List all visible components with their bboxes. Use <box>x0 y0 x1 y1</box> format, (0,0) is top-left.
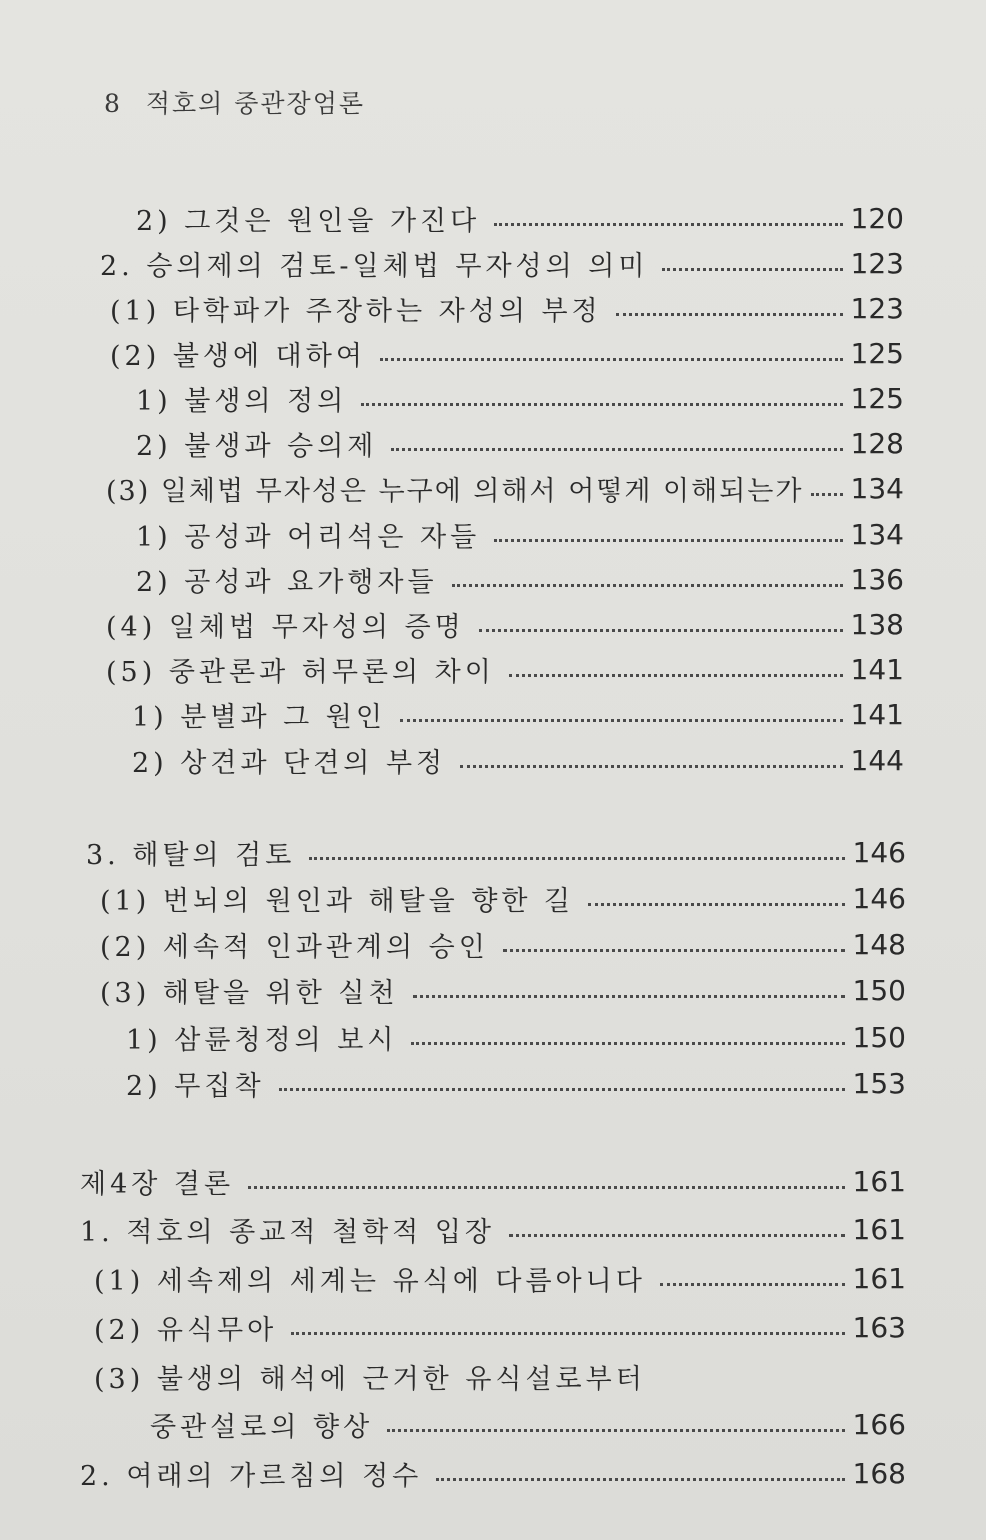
toc-entry-page: 163 <box>852 1310 906 1344</box>
toc-entry-title: 2) 불생과 승의제 <box>136 430 378 462</box>
dot-leader <box>662 268 842 271</box>
toc-entry-page: 146 <box>852 881 906 915</box>
toc-entry-page: 141 <box>850 652 904 686</box>
toc-entry-page: 150 <box>852 973 906 1007</box>
toc-entry-title: 2. 여래의 가르침의 정수 <box>80 1460 423 1492</box>
dot-leader <box>411 1042 844 1045</box>
toc-chapter-entry[interactable] <box>80 1161 906 1201</box>
toc-entry[interactable] <box>132 694 904 734</box>
dot-leader <box>509 674 843 677</box>
toc-entry-title: 제4장 결론 <box>80 1168 235 1200</box>
toc-entry-title: (3) 불생의 해석에 근거한 유식설로부터 <box>94 1363 646 1395</box>
toc-entry-page: 148 <box>852 927 906 961</box>
toc-entry[interactable] <box>126 1063 906 1103</box>
toc-entry-page: 166 <box>852 1407 906 1441</box>
dot-leader <box>309 857 844 860</box>
dot-leader <box>494 539 842 542</box>
toc-entry-title: 2. 승의제의 검토-일체법 무자성의 의미 <box>100 250 649 282</box>
dot-leader <box>436 1478 844 1481</box>
toc-entry-page: 120 <box>850 201 904 235</box>
toc-entry-page: 136 <box>850 562 904 596</box>
toc-entry-title: 1. 적호의 종교적 철학적 입장 <box>80 1216 495 1248</box>
toc-entry-title: (4) 일체법 무자성의 증명 <box>106 611 465 643</box>
dot-leader <box>400 719 843 722</box>
dot-leader <box>811 493 842 496</box>
toc-entry[interactable] <box>94 1307 906 1347</box>
toc-entry-title: (1) 세속제의 세계는 유식에 다름아니다 <box>94 1265 646 1297</box>
toc-entry-title: 1) 삼륜청정의 보시 <box>126 1024 398 1056</box>
toc-entry-title: (5) 중관론과 허무론의 차이 <box>106 656 495 688</box>
toc-entry-title: (3) 해탈을 위한 실천 <box>100 977 399 1009</box>
toc-entry-page: 161 <box>852 1212 906 1246</box>
dot-leader <box>248 1186 844 1189</box>
toc-entry[interactable] <box>100 924 906 964</box>
dot-leader <box>361 403 842 406</box>
toc-entry-title: (2) 세속적 인과관계의 승인 <box>100 931 489 963</box>
toc-entry-page: 150 <box>852 1020 906 1054</box>
toc-entry-title: 1) 공성과 어리석은 자들 <box>136 521 481 553</box>
dot-leader <box>503 949 845 952</box>
toc-entry[interactable] <box>136 514 904 554</box>
toc-entry-page: 153 <box>852 1066 906 1100</box>
toc-entry[interactable] <box>110 288 904 328</box>
toc-entry-page: 134 <box>850 517 904 551</box>
toc-entry[interactable] <box>126 1017 906 1057</box>
toc-entry-page: 161 <box>852 1164 906 1198</box>
toc-entry-title: (2) 유식무아 <box>94 1314 278 1346</box>
dot-leader <box>380 358 843 361</box>
dot-leader <box>387 1429 844 1432</box>
toc-entry-page: 138 <box>850 607 904 641</box>
toc-entry[interactable] <box>110 333 904 373</box>
toc-entry[interactable] <box>136 198 904 238</box>
toc-entry-page: 134 <box>850 471 904 505</box>
toc-entry[interactable] <box>106 649 904 689</box>
dot-leader <box>279 1088 845 1091</box>
toc-entry-page: 123 <box>850 246 904 280</box>
toc-entry-page: 144 <box>850 743 904 777</box>
toc-entry-title: 1) 분별과 그 원인 <box>132 701 386 733</box>
toc-entry[interactable] <box>80 1453 906 1493</box>
dot-leader <box>460 765 842 768</box>
dot-leader <box>291 1332 844 1335</box>
toc-entry-page: 128 <box>850 426 904 460</box>
dot-leader <box>452 584 843 587</box>
toc-entry-title: (1) 번뇌의 원인과 해탈을 향한 길 <box>100 885 575 917</box>
dot-leader <box>391 448 842 451</box>
toc-entry-page: 125 <box>850 336 904 370</box>
header-title: 적호의 중관장엄론 <box>145 89 366 118</box>
toc-entry[interactable] <box>132 740 904 780</box>
toc-entry-title: 2) 그것은 원인을 가진다 <box>136 205 481 237</box>
dot-leader <box>413 995 845 998</box>
toc-entry-title: 2) 상견과 단견의 부정 <box>132 747 447 779</box>
toc-entry-page: 125 <box>850 381 904 415</box>
toc-entry[interactable] <box>136 559 904 599</box>
dot-leader <box>588 903 844 906</box>
toc-entry[interactable] <box>80 1209 906 1249</box>
toc-entry-title: (2) 불생에 대하여 <box>110 340 366 372</box>
dot-leader <box>660 1283 845 1286</box>
toc-entry-title: (3) 일체법 무자성은 누구에 의해서 어떻게 이해되는가 <box>106 475 804 507</box>
toc-entry-title: 2) 무집착 <box>126 1070 265 1102</box>
toc-entry[interactable] <box>106 604 904 644</box>
toc-entry[interactable] <box>94 1258 906 1298</box>
toc-entry[interactable] <box>94 1356 906 1396</box>
dot-leader <box>479 629 843 632</box>
toc-entry[interactable] <box>86 832 906 872</box>
toc-entry-title: 1) 불생의 정의 <box>136 385 348 417</box>
dot-leader <box>509 1234 845 1237</box>
toc-entry-page: 146 <box>852 835 906 869</box>
toc-entry-page: 168 <box>852 1456 906 1490</box>
toc-entry-title: 2) 공성과 요가행자들 <box>136 566 438 598</box>
toc-entry[interactable] <box>100 243 904 283</box>
dot-leader <box>616 313 843 316</box>
toc-entry[interactable] <box>136 423 904 463</box>
toc-entry-title: 3. 해탈의 검토 <box>86 839 296 871</box>
toc-entry-title: 중관설로의 향상 <box>150 1411 374 1443</box>
toc-entry-title: (1) 타학파가 주장하는 자성의 부정 <box>110 295 602 327</box>
toc-entry[interactable] <box>100 970 906 1010</box>
toc-entry[interactable] <box>136 378 904 418</box>
toc-entry-page: 123 <box>850 291 904 325</box>
toc-entry-continuation[interactable] <box>150 1404 906 1444</box>
toc-entry-page: 141 <box>850 697 904 731</box>
toc-entry[interactable] <box>106 468 904 508</box>
toc-entry-page: 161 <box>852 1261 906 1295</box>
toc-entry[interactable] <box>100 878 906 918</box>
dot-leader <box>494 223 842 226</box>
header-page-number: 8 <box>104 89 122 118</box>
